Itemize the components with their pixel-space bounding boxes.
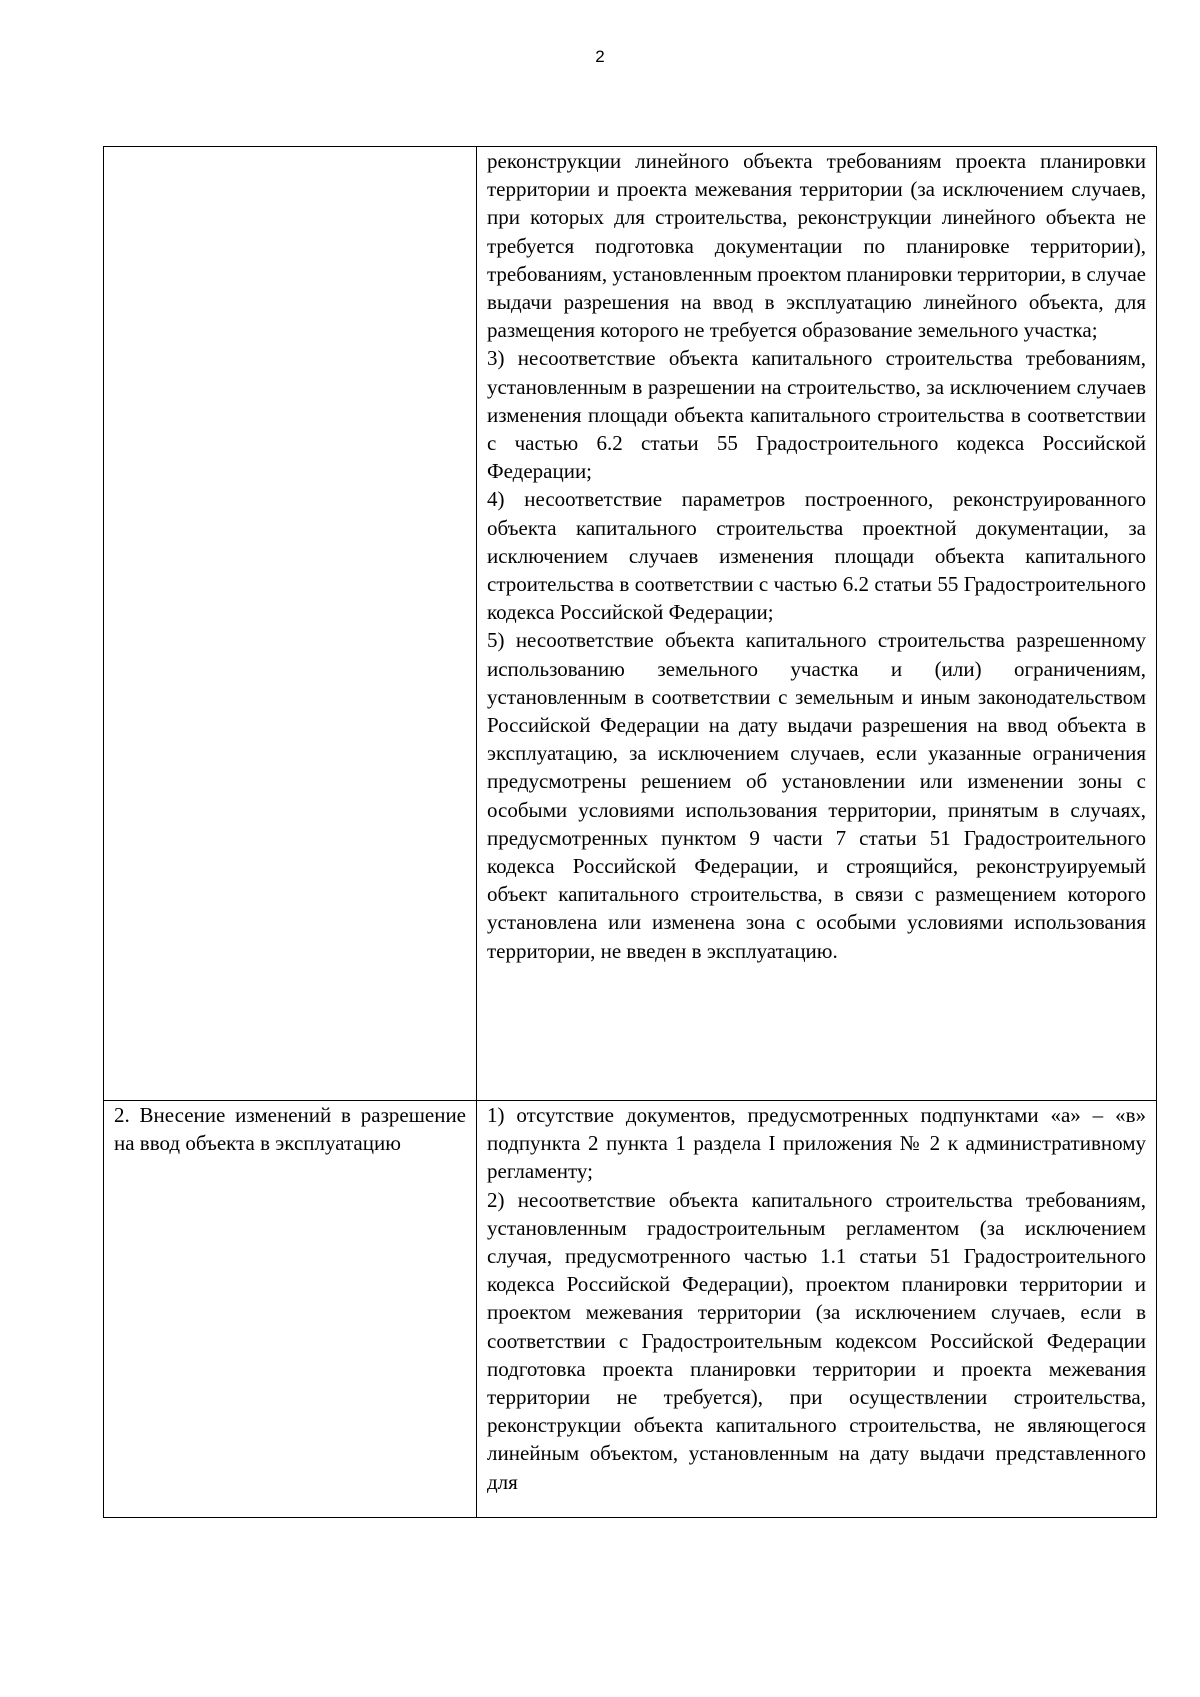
page-number: 2 — [595, 47, 605, 66]
ground-paragraph: 2) несоответствие объекта капитального строительства требованиям, установленным градостроительным регламентом (за исключением случая, предусмотренного частью 1.1 статьи 51 Градостроительного кодекса Российской Федерации), проектом планировки территории и проектом межевания территории (за исключением случаев, если в соответствии с Градостроительным кодексом Российской Федерации подготовка проекта планировки территории и проекта межевания территории не требуется), при осуществлении строительства, реконструкции объекта капитального строительства, не являющегося линейным объектом, установленным на дату выдачи представленного для — [487, 1187, 1146, 1494]
ground-paragraph: реконструкции линейного объекта требованиям проекта планировки территории и проекта межевания территории (за исключением случаев, при которых для строительства, реконструкции линейного объекта не требуется подготовка документации по планировке территории), требованиям, установленным проектом планировки территории, в случае выдачи разрешения на ввод в эксплуатацию линейного объекта, для размещения которого не требуется образование земельного участка; — [487, 149, 1146, 343]
table-cell-procedure — [104, 147, 477, 1101]
table-row — [104, 1101, 1157, 1518]
table-row — [104, 147, 1157, 1101]
ground-paragraph: 3) несоответствие объекта капитального строительства требованиям, установленным в разрешении на строительство, за исключением случаев изменения площади объекта капитального строительства в соответствии с частью 6.2 статьи 55 Градостроительного кодекса Российской Федерации; — [487, 346, 1146, 484]
grounds-table — [103, 146, 1157, 1518]
ground-paragraph: 4) несоответствие параметров построенного, реконструированного объекта капитального строительства проектной документации, за исключением случаев изменения площади объекта капитального строительства в соответствии с частью 6.2 статьи 55 Градостроительного кодекса Российской Федерации; — [487, 487, 1146, 625]
ground-paragraph: 1) отсутствие документов, предусмотренных подпунктами «а» – «в» подпункта 2 пункта 1 раздела I приложения № 2 к административному регламенту; — [487, 1103, 1146, 1184]
procedure-name: 2. Внесение изменений в разрешение на ввод объекта в эксплуатацию — [114, 1103, 466, 1156]
table-cell-grounds — [477, 147, 1157, 1101]
table-cell-procedure — [104, 1101, 477, 1518]
ground-paragraph: 5) несоответствие объекта капитального строительства разрешенному использованию земельного участка и (или) ограничениям, установленным в соответствии с земельным и иным законодательством Российской Федерации на дату выдачи разрешения на ввод объекта в эксплуатацию, за исключением случаев, если указанные ограничения предусмотрены решением об установлении или изменении зоны с особыми условиями использования территории, принятым в случаях, предусмотренных пунктом 9 части 7 статьи 51 Градостроительного кодекса Российской Федерации, и строящийся, реконструируемый объект капитального строительства, в связи с размещением которого установлена или изменена зона с особыми условиями использования территории, не введен в эксплуатацию. — [487, 628, 1146, 963]
table-cell-grounds — [477, 1101, 1157, 1518]
